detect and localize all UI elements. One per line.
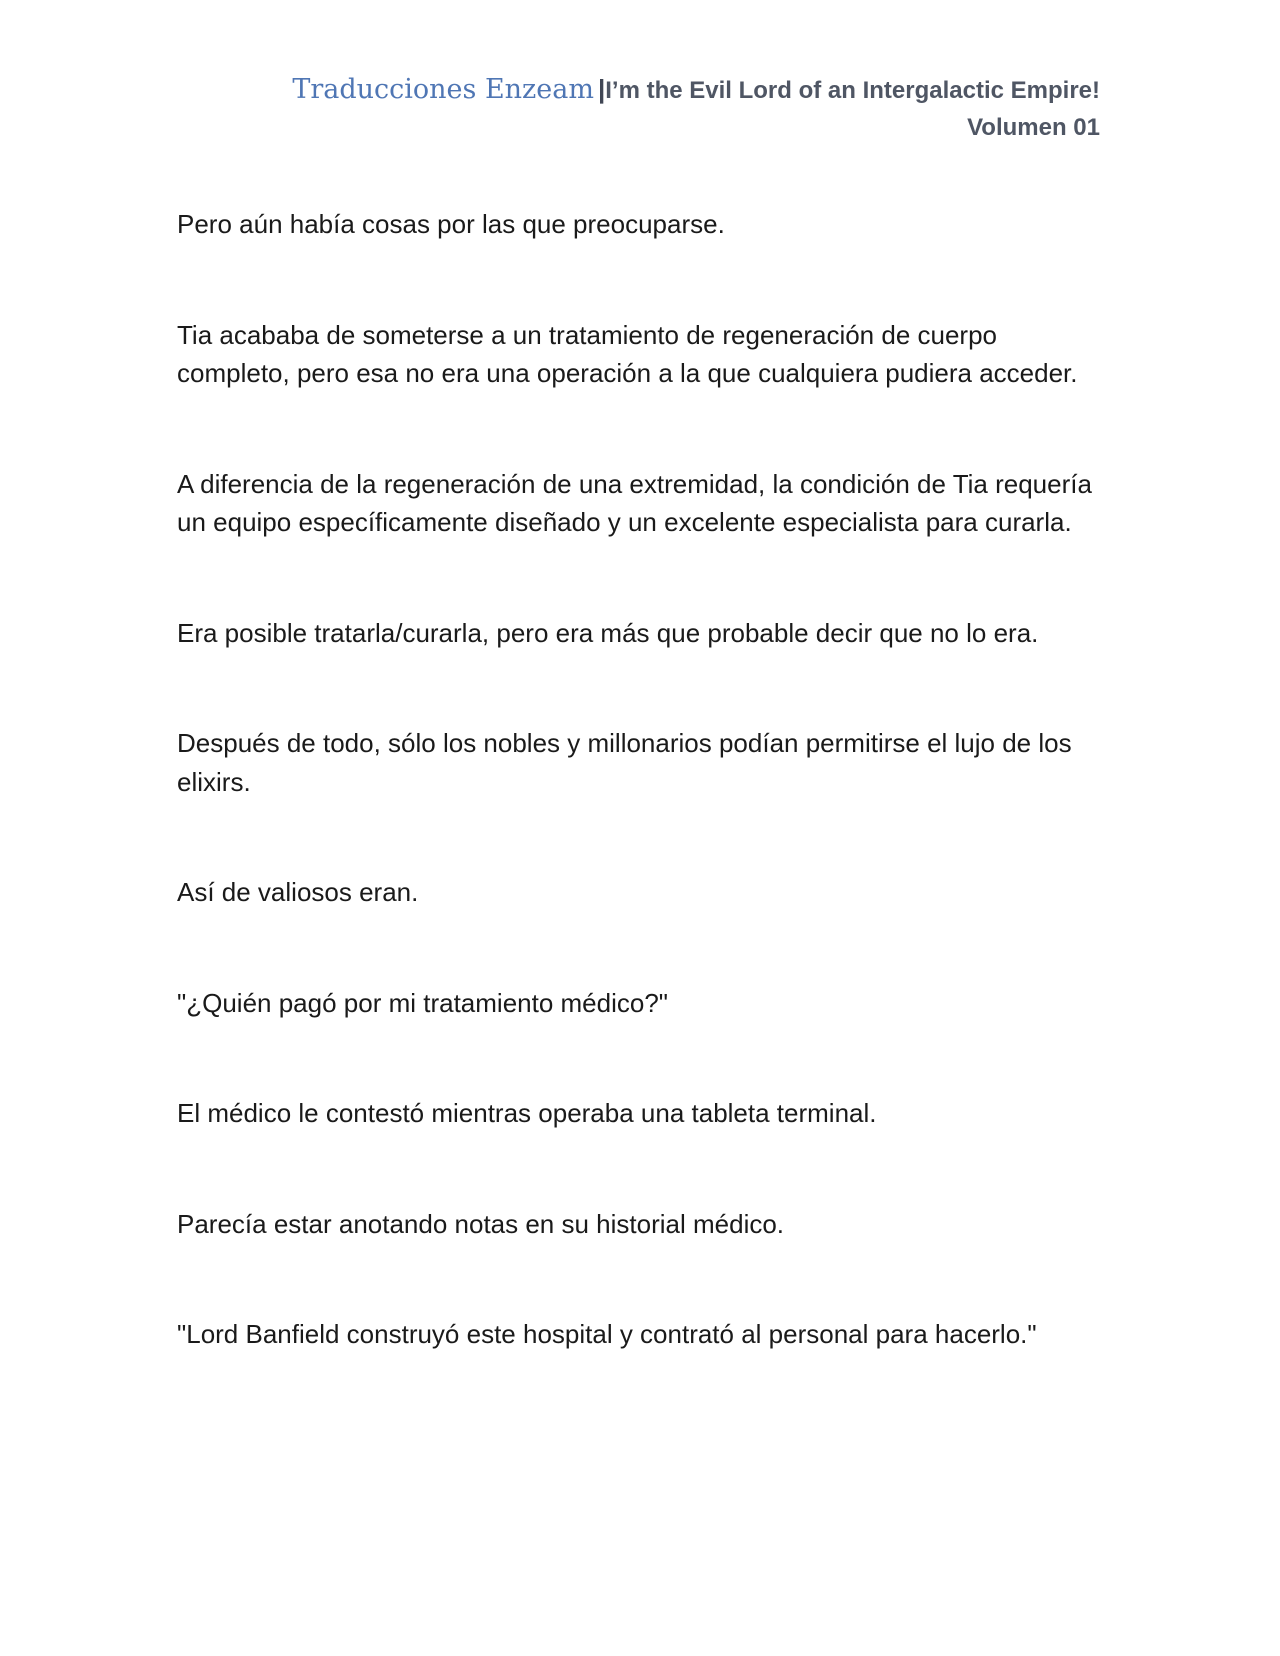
- header-line: [292, 72, 1100, 111]
- paragraph: Pero aún había cosas por las que preocuparse.: [177, 209, 725, 239]
- page-header: [292, 72, 1100, 145]
- header-separator: |: [597, 74, 606, 104]
- paragraph: El médico le contestó mientras operaba una tableta terminal.: [177, 1098, 877, 1128]
- paragraph: Parecía estar anotando notas en su historial médico.: [177, 1208, 785, 1239]
- paragraph: A diferencia de la regeneración de una extremidad, la condición de Tia requería un equipo específicamente diseñado y un excelente especialista para curarla.: [177, 468, 1092, 537]
- paragraph: Después de todo, sólo los nobles y millonarios podían permitirse el lujo de los elixirs.: [177, 728, 1072, 797]
- paragraph: "¿Quién pagó por mi tratamiento médico?": [177, 987, 669, 1018]
- paragraph: "Lord Banfield construyó este hospital y contrató al personal para hacerlo.": [177, 1319, 1037, 1349]
- paragraph: Tia acababa de someterse a un tratamiento de regeneración de cuerpo completo, pero esa no era una operación a la que cualquiera pudiera acceder.: [177, 319, 1078, 388]
- paragraph: Así de valiosos eran.: [177, 877, 419, 907]
- paragraph: Era posible tratarla/curarla, pero era más que probable decir que no lo era.: [177, 617, 1039, 648]
- body-text: [177, 205, 1107, 1426]
- book-title: I’m the Evil Lord of an Intergalactic Empire!: [605, 77, 1100, 104]
- translator-brand: Traducciones Enzeam: [292, 74, 594, 105]
- volume-label: Volumen 01: [967, 114, 1100, 141]
